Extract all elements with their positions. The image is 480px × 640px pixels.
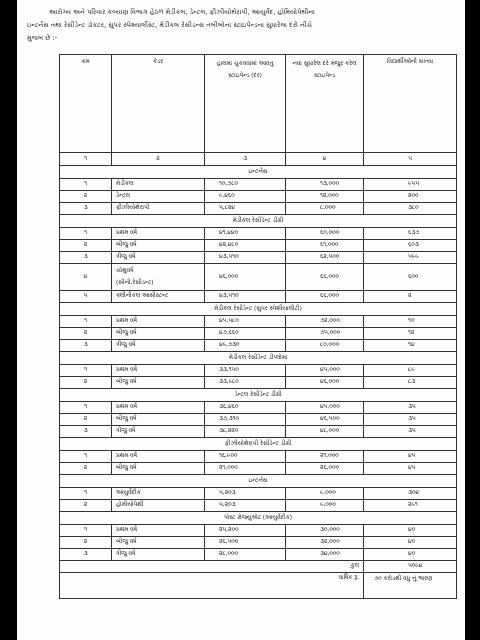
row-student-count: ૪૦ — [364, 549, 457, 561]
row-student-count: ૬૦૦ — [364, 264, 457, 291]
row-new-stipend: ૮૦,૦૦૦ — [286, 340, 364, 352]
row-student-count: ૪૦ — [364, 525, 457, 537]
section-header-row — [60, 389, 457, 402]
row-cadre: ત્રીજુ વર્ષ — [112, 252, 205, 264]
row-old-stipend: ૨૧,૦૦૦ — [205, 463, 286, 475]
section-title: મેડીકલ રેસીડેન્ટ (સુપર સ્પેશીયાલીટી) — [60, 303, 457, 316]
row-new-stipend: ૧૨,૦૦૦ — [286, 191, 364, 203]
table-row — [60, 316, 457, 328]
header-sn: ક્રમ — [60, 55, 112, 153]
section-header-row — [60, 438, 457, 451]
section-title: ઇન્ટર્નસ — [60, 166, 457, 179]
row-old-stipend: ૩૮,૨૨૦ — [205, 426, 286, 438]
row-old-stipend: ૧૬,૯૦૦ — [205, 451, 286, 463]
table-row — [60, 402, 457, 414]
row-new-stipend: ૬૬,૦૦૦ — [286, 291, 364, 303]
row-serial: ૨ — [60, 500, 112, 512]
section-title: ડેન્ટલ રેસીડેન્ટ ડીગ્રી — [60, 389, 457, 402]
row-new-stipend: ૭૨,૦૦૦ — [286, 316, 364, 328]
row-cadre: બીજુ વર્ષ — [112, 328, 205, 340]
row-old-stipend: ૪૨,૪૮૦ — [205, 240, 286, 252]
row-cadre: પ્રથમ વર્ષ — [112, 402, 205, 414]
row-cadre: બીજુ વર્ષ — [112, 240, 205, 252]
row-cadre: ત્રીજુ વર્ષ — [112, 340, 205, 352]
row-old-stipend: ૩૩,૧૫૦ — [205, 365, 286, 377]
row-serial: ૨ — [60, 328, 112, 340]
table-row — [60, 264, 457, 291]
row-student-count: ૧૨ — [364, 328, 457, 340]
row-cadre: હોમીયોપેથી — [112, 500, 205, 512]
table-row — [60, 203, 457, 215]
row-cadre: ત્રીજુ વર્ષ — [112, 426, 205, 438]
header-row — [60, 55, 457, 153]
row-student-count: ૧૦ — [364, 316, 457, 328]
total-label: કુલ — [60, 561, 364, 573]
document-page — [17, 0, 465, 640]
row-old-stipend: ૪૫,૫૮૦ — [205, 316, 286, 328]
row-student-count: ૬૦૩ — [364, 240, 457, 252]
row-student-count: ૮૯ — [364, 365, 457, 377]
row-cadre: બીજુ વર્ષ — [112, 414, 205, 426]
row-new-stipend: ૩૦,૦૦૦ — [286, 525, 364, 537]
row-new-stipend: ૪૬,૦૦૦ — [286, 377, 364, 389]
row-old-stipend: ૪૧,૪૪૦ — [205, 228, 286, 240]
row-serial: ૩ — [60, 340, 112, 352]
section-title: ઇન્ટર્નસ — [60, 475, 457, 488]
row-cadre: બીજુ વર્ષ — [112, 463, 205, 475]
row-cadre: બીજુ વર્ષ — [112, 377, 205, 389]
table-row — [60, 240, 457, 252]
row-cadre: પ્રથમ વર્ષ — [112, 365, 205, 377]
section-title: પોસ્ટ ગ્રેજ્યુએટ (આયુર્વેદીક) — [60, 512, 457, 525]
header-cadre: કેડર — [112, 55, 205, 153]
row-cadre — [112, 264, 205, 291]
header-new-stipend: નવા સુધારેલ દરે મંજુર કરેલ સ્ટાઇપેન્ડ — [286, 55, 364, 153]
row-student-count: ૩૫ — [364, 426, 457, 438]
row-cadre-line: ચોથુવર્ષ — [116, 268, 134, 274]
section-title: મેડીકલ રેસીડેન્ટ ડીગ્રી — [60, 215, 457, 228]
row-serial: ૨ — [60, 537, 112, 549]
row-old-stipend: ૫,૨૦૩ — [205, 488, 286, 500]
row-serial: ૩ — [60, 203, 112, 215]
row-new-stipend: ૨૬,૦૦૦ — [286, 463, 364, 475]
col-number: ૨ — [112, 153, 205, 166]
row-student-count: ૩૦૪ — [364, 488, 457, 500]
row-old-stipend: ૪૩,૫૧૦ — [205, 252, 286, 264]
row-student-count: ૯૫૫ — [364, 179, 457, 191]
table-row — [60, 252, 457, 264]
row-new-stipend: ૯,૦૦૦ — [286, 500, 364, 512]
row-new-stipend: ૪૫,૦૦૦ — [286, 402, 364, 414]
table-row — [60, 549, 457, 561]
row-new-stipend: ૬૨,૫૦૦ — [286, 252, 364, 264]
section-header-row — [60, 352, 457, 365]
row-new-stipend: ૪૬,૫૦૦ — [286, 414, 364, 426]
row-student-count: ૨ — [364, 291, 457, 303]
table-row — [60, 191, 457, 203]
row-serial: ૨ — [60, 463, 112, 475]
table-row — [60, 365, 457, 377]
row-serial: ૧ — [60, 316, 112, 328]
row-new-stipend: ૨૧,૦૦૦ — [286, 451, 364, 463]
annual-value: ૭૦ કરોડથી વધુ નું ભારણ — [364, 573, 457, 599]
row-serial: ૧ — [60, 228, 112, 240]
row-student-count: ૩૫ — [364, 402, 457, 414]
section-title: ફીઝીયોથેરાપી રેસીડેન્ટ ડીગ્રી — [60, 438, 457, 451]
row-student-count: ૪૫ — [364, 451, 457, 463]
total-row — [60, 561, 457, 573]
row-student-count: ૧૪ — [364, 340, 457, 352]
row-cadre: મેડીકલ — [112, 179, 205, 191]
row-new-stipend: ૭૫,૦૦૦ — [286, 328, 364, 340]
row-old-stipend: ૫,૮૨૪ — [205, 203, 286, 215]
row-old-stipend: ૪૩,૫૧૦ — [205, 291, 286, 303]
section-header-row — [60, 215, 457, 228]
row-new-stipend: ૩૪,૦૦૦ — [286, 549, 364, 561]
column-number-row — [60, 153, 457, 166]
row-serial: ૧ — [60, 488, 112, 500]
row-new-stipend: ૧૩,૦૦૦ — [286, 179, 364, 191]
row-student-count: ૫૯૯ — [364, 252, 457, 264]
table-row — [60, 377, 457, 389]
row-old-stipend: ૩૭,૩૧૦ — [205, 414, 286, 426]
row-student-count: ૩૫ — [364, 414, 457, 426]
row-serial: ૧ — [60, 402, 112, 414]
header-old-stipend: હાલમાં ચુકવવામાં આવતુ સ્ટાઇપેન્ડ (દર) — [205, 55, 286, 153]
intro-line-1: આરોગ્ય અને પરિવાર કલ્યાણ વિભાગ હેઠળ મેડીકલ, ડેન્ટલ, ફીઝીયોથેરાપી, આયુર્વેદ, હોમિયોપેથીના — [49, 8, 315, 16]
row-new-stipend: ૬૦,૦૦૦ — [286, 228, 364, 240]
col-number: ૩ — [205, 153, 286, 166]
table-row — [60, 500, 457, 512]
row-new-stipend: ૩૨,૦૦૦ — [286, 537, 364, 549]
row-cadre: ત્રીજુ વર્ષ — [112, 549, 205, 561]
row-serial: ૫ — [60, 291, 112, 303]
row-student-count: ૨૯૧ — [364, 500, 457, 512]
row-serial: ૨ — [60, 240, 112, 252]
row-cadre: પ્રથમ વર્ષ — [112, 316, 205, 328]
table-row — [60, 414, 457, 426]
row-cadre: બીજુ વર્ષ — [112, 537, 205, 549]
intro-paragraph — [27, 6, 455, 45]
row-serial: ૩ — [60, 426, 112, 438]
stipend-table — [59, 54, 457, 599]
table-row — [60, 525, 457, 537]
row-new-stipend: ૯,૦૦૦ — [286, 488, 364, 500]
row-serial: ૩ — [60, 252, 112, 264]
row-old-stipend: ૪૭,૬૬૦ — [205, 328, 286, 340]
row-cadre-subline: (સીની.રેસીડન્ટ) — [116, 280, 154, 286]
section-header-row — [60, 475, 457, 488]
row-old-stipend: ૨૬,૫૦૦ — [205, 537, 286, 549]
row-old-stipend: ૪૯,૭૩૦ — [205, 340, 286, 352]
total-value: ૫૦૯૪ — [364, 561, 457, 573]
row-cadre: પ્રથમ વર્ષ — [112, 228, 205, 240]
section-header-row — [60, 303, 457, 316]
table-row — [60, 340, 457, 352]
row-new-stipend: ૪૮,૦૦૦ — [286, 426, 364, 438]
col-number: ૪ — [286, 153, 364, 166]
row-serial: ૨ — [60, 377, 112, 389]
row-old-stipend: ૫,૨૦૩ — [205, 500, 286, 512]
row-serial: ૧ — [60, 525, 112, 537]
row-old-stipend: ૩૩,૯૮૦ — [205, 377, 286, 389]
section-title: મેડીકલ રેસીડેન્ટ ડીપ્લોમા — [60, 352, 457, 365]
row-serial: ૧ — [60, 451, 112, 463]
row-student-count: ૪૫ — [364, 463, 457, 475]
row-student-count: ૬૩૭ — [364, 228, 457, 240]
row-serial: ૨ — [60, 414, 112, 426]
row-serial: ૪ — [60, 264, 112, 291]
row-new-stipend: ૮,૦૦૦ — [286, 203, 364, 215]
table-row — [60, 328, 457, 340]
row-student-count: ૨૦૦ — [364, 191, 457, 203]
row-cadre: પ્રથમ વર્ષ — [112, 525, 205, 537]
row-old-stipend: ૨૫,૨૦૦ — [205, 525, 286, 537]
annual-row — [60, 573, 457, 599]
table-row — [60, 463, 457, 475]
row-serial: ૩ — [60, 549, 112, 561]
row-new-stipend: ૬૧,૦૦૦ — [286, 240, 364, 252]
row-cadre: ક્લીનીકલ આસીસ્ટન્ટ — [112, 291, 205, 303]
row-old-stipend: ૧૦,૭૮૦ — [205, 179, 286, 191]
intro-line-3: મુજબ છે :- — [27, 34, 58, 42]
row-serial: ૧ — [60, 365, 112, 377]
col-number: ૧ — [60, 153, 112, 166]
row-serial: ૧ — [60, 179, 112, 191]
row-student-count: ૮૩ — [364, 377, 457, 389]
row-cadre: ડેન્ટલ — [112, 191, 205, 203]
table-row — [60, 451, 457, 463]
intro-line-2: ઇન્ટર્નસ તથા રેસીડેન્ટ ડૉક્ટર, સુપર સ્પેશ્યાલીસ્ટ, મેડીકલ રેસીડન્સ તબીબોના સ્ટાઇપેન્ડના સુધારેલા દરો નીચે — [27, 21, 313, 29]
col-number: ૫ — [364, 153, 457, 166]
row-old-stipend: ૯,૪૬૦ — [205, 191, 286, 203]
row-old-stipend: ૪૬,૦૦૦ — [205, 264, 286, 291]
row-new-stipend: ૬૬,૦૦૦ — [286, 264, 364, 291]
row-cadre: ફીઝીયોથેરાપી — [112, 203, 205, 215]
row-cadre: આયુર્વેદીક — [112, 488, 205, 500]
row-new-stipend: ૪૫,૦૦૦ — [286, 365, 364, 377]
header-student-count: વિદ્યાર્થીઓની સંખ્યા — [364, 55, 457, 153]
table-body — [60, 166, 457, 561]
row-student-count: ૪૦ — [364, 537, 457, 549]
row-serial: ૨ — [60, 191, 112, 203]
section-header-row — [60, 166, 457, 179]
table-row — [60, 179, 457, 191]
row-old-stipend: ૨૮,૦૦૦ — [205, 549, 286, 561]
table-row — [60, 488, 457, 500]
row-old-stipend: ૩૬,૪૬૦ — [205, 402, 286, 414]
annual-label: વાર્ષિક રૂ. — [60, 573, 364, 599]
table-row — [60, 291, 457, 303]
table-row — [60, 228, 457, 240]
section-header-row — [60, 512, 457, 525]
row-student-count: ૩૮૦ — [364, 203, 457, 215]
row-cadre: પ્રથમ વર્ષ — [112, 451, 205, 463]
table-row — [60, 426, 457, 438]
table-row — [60, 537, 457, 549]
